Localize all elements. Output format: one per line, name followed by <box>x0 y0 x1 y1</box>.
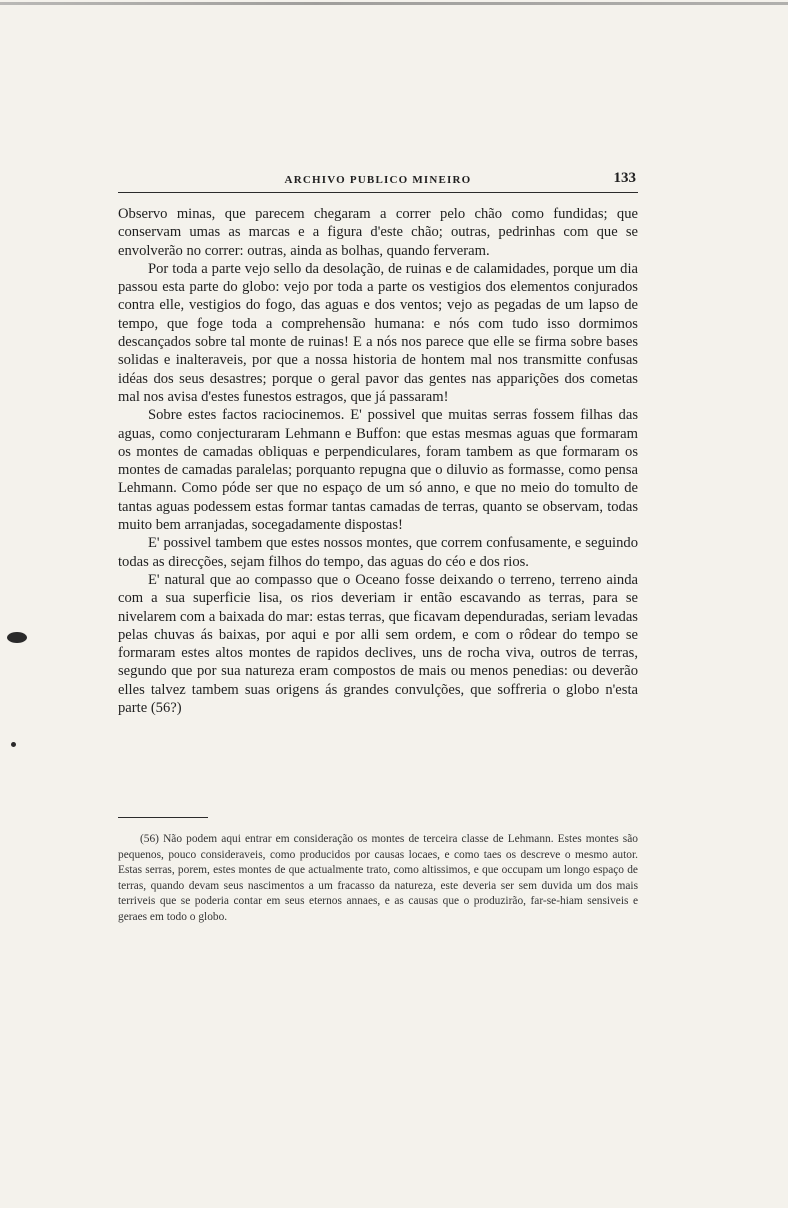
paragraph: E' possivel tambem que estes nossos montes, que correm confusamente, e seguindo todas as direcções, sejam filhos do tempo, das aguas do céo e dos rios. <box>118 535 638 570</box>
running-header <box>118 168 638 193</box>
body-text <box>118 205 638 717</box>
footnote: (56) Não podem aqui entrar em consideração os montes de terceira classe de Lehmann. Estes montes são pequenos, pouco consideraveis, como producidos por causas locaes, e como taes os descreve o mesmo autor. Estas serras, porem, estes montes de que actualmente trato, como altissimos, e que occupam um longo espaço de terras, quando devam seus nascimentos a um fracasso da natureza, este deveria ser sem duvida um dos mais terriveis que se poderia contar em seus eternos annaes, e as causas que o produzirão, far-se-hiam sensiveis e geraes em todo o globo. <box>118 833 638 923</box>
margin-ink-blot <box>7 632 27 643</box>
book-page <box>118 168 638 925</box>
paragraph: E' natural que ao compasso que o Oceano fosse deixando o terreno, terreno ainda com a sua superficie lisa, os rios deveriam ir então escavando as terras, para se nivelarem com a baixada do mar: estas terras, que ficavam dependuradas, seriam levadas pelas chuvas ás baixas, por aqui e por alli sem ordem, e com o rôdear do tempo se formaram estes altos montes de rapidos declives, uns de rocha viva, outros de terras, segundo que por sua natureza eram compostos de mais ou menos penedias: ou deverão elles talvez tambem suas origens ás grandes convulções, que soffreria o globo n'esta parte (56?) <box>118 571 638 717</box>
margin-ink-dot <box>11 742 16 747</box>
paragraph: Sobre estes factos raciocinemos. E' possivel que muitas serras fossem filhas das aguas, como conjecturaram Lehmann e Buffon: que estas mesmas aguas que formaram os montes de camadas obliquas e perpendiculares, foram tambem as que formaram os montes de camadas paralelas; porquanto repugna que o diluvio as formasse, como pensa Lehmann. Como póde ser que no espaço de um só anno, e que no meio do tomulto de tantas aguas podessem estas formar tantas camadas de terras, quanto se observam, todas muito bem arranjadas, socegadamente dispostas! <box>118 407 638 534</box>
paragraph: Observo minas, que parecem chegaram a correr pelo chão como fundidas; que conservam umas as marcas e a figura d'este chão; outras, pedrinhas com que se envolverão no correr: outras, ainda as bolhas, quando ferveram. <box>118 206 638 259</box>
scan-top-edge <box>0 2 788 5</box>
paragraph: Por toda a parte vejo sello da desolação, de ruinas e de calamidades, porque um dia passou esta parte do globo: vejo por toda a parte os vestigios dos elementos conjurados contra elle, vestigios do fogo, das aguas e dos ventos; vejo as pegadas de um lapso de tempo, que foge toda a comprehensão humana: e nós com tudo isso dormimos descançados sobre tal monte de ruinas! E a nós nos parece que elle se firma sobre bases solidas e inalteraveis, por que a nossa historia de hontem mal nos transmitte confusas idéas dos seus desastres; porque o geral pavor das gentes nas apparições dos cometas mal nos avisa d'estes funestos estragos, que já passaram! <box>118 260 638 405</box>
page-number: 133 <box>613 170 636 186</box>
footnote-separator <box>118 817 208 818</box>
running-title: ARCHIVO PUBLICO MINEIRO <box>284 174 472 186</box>
